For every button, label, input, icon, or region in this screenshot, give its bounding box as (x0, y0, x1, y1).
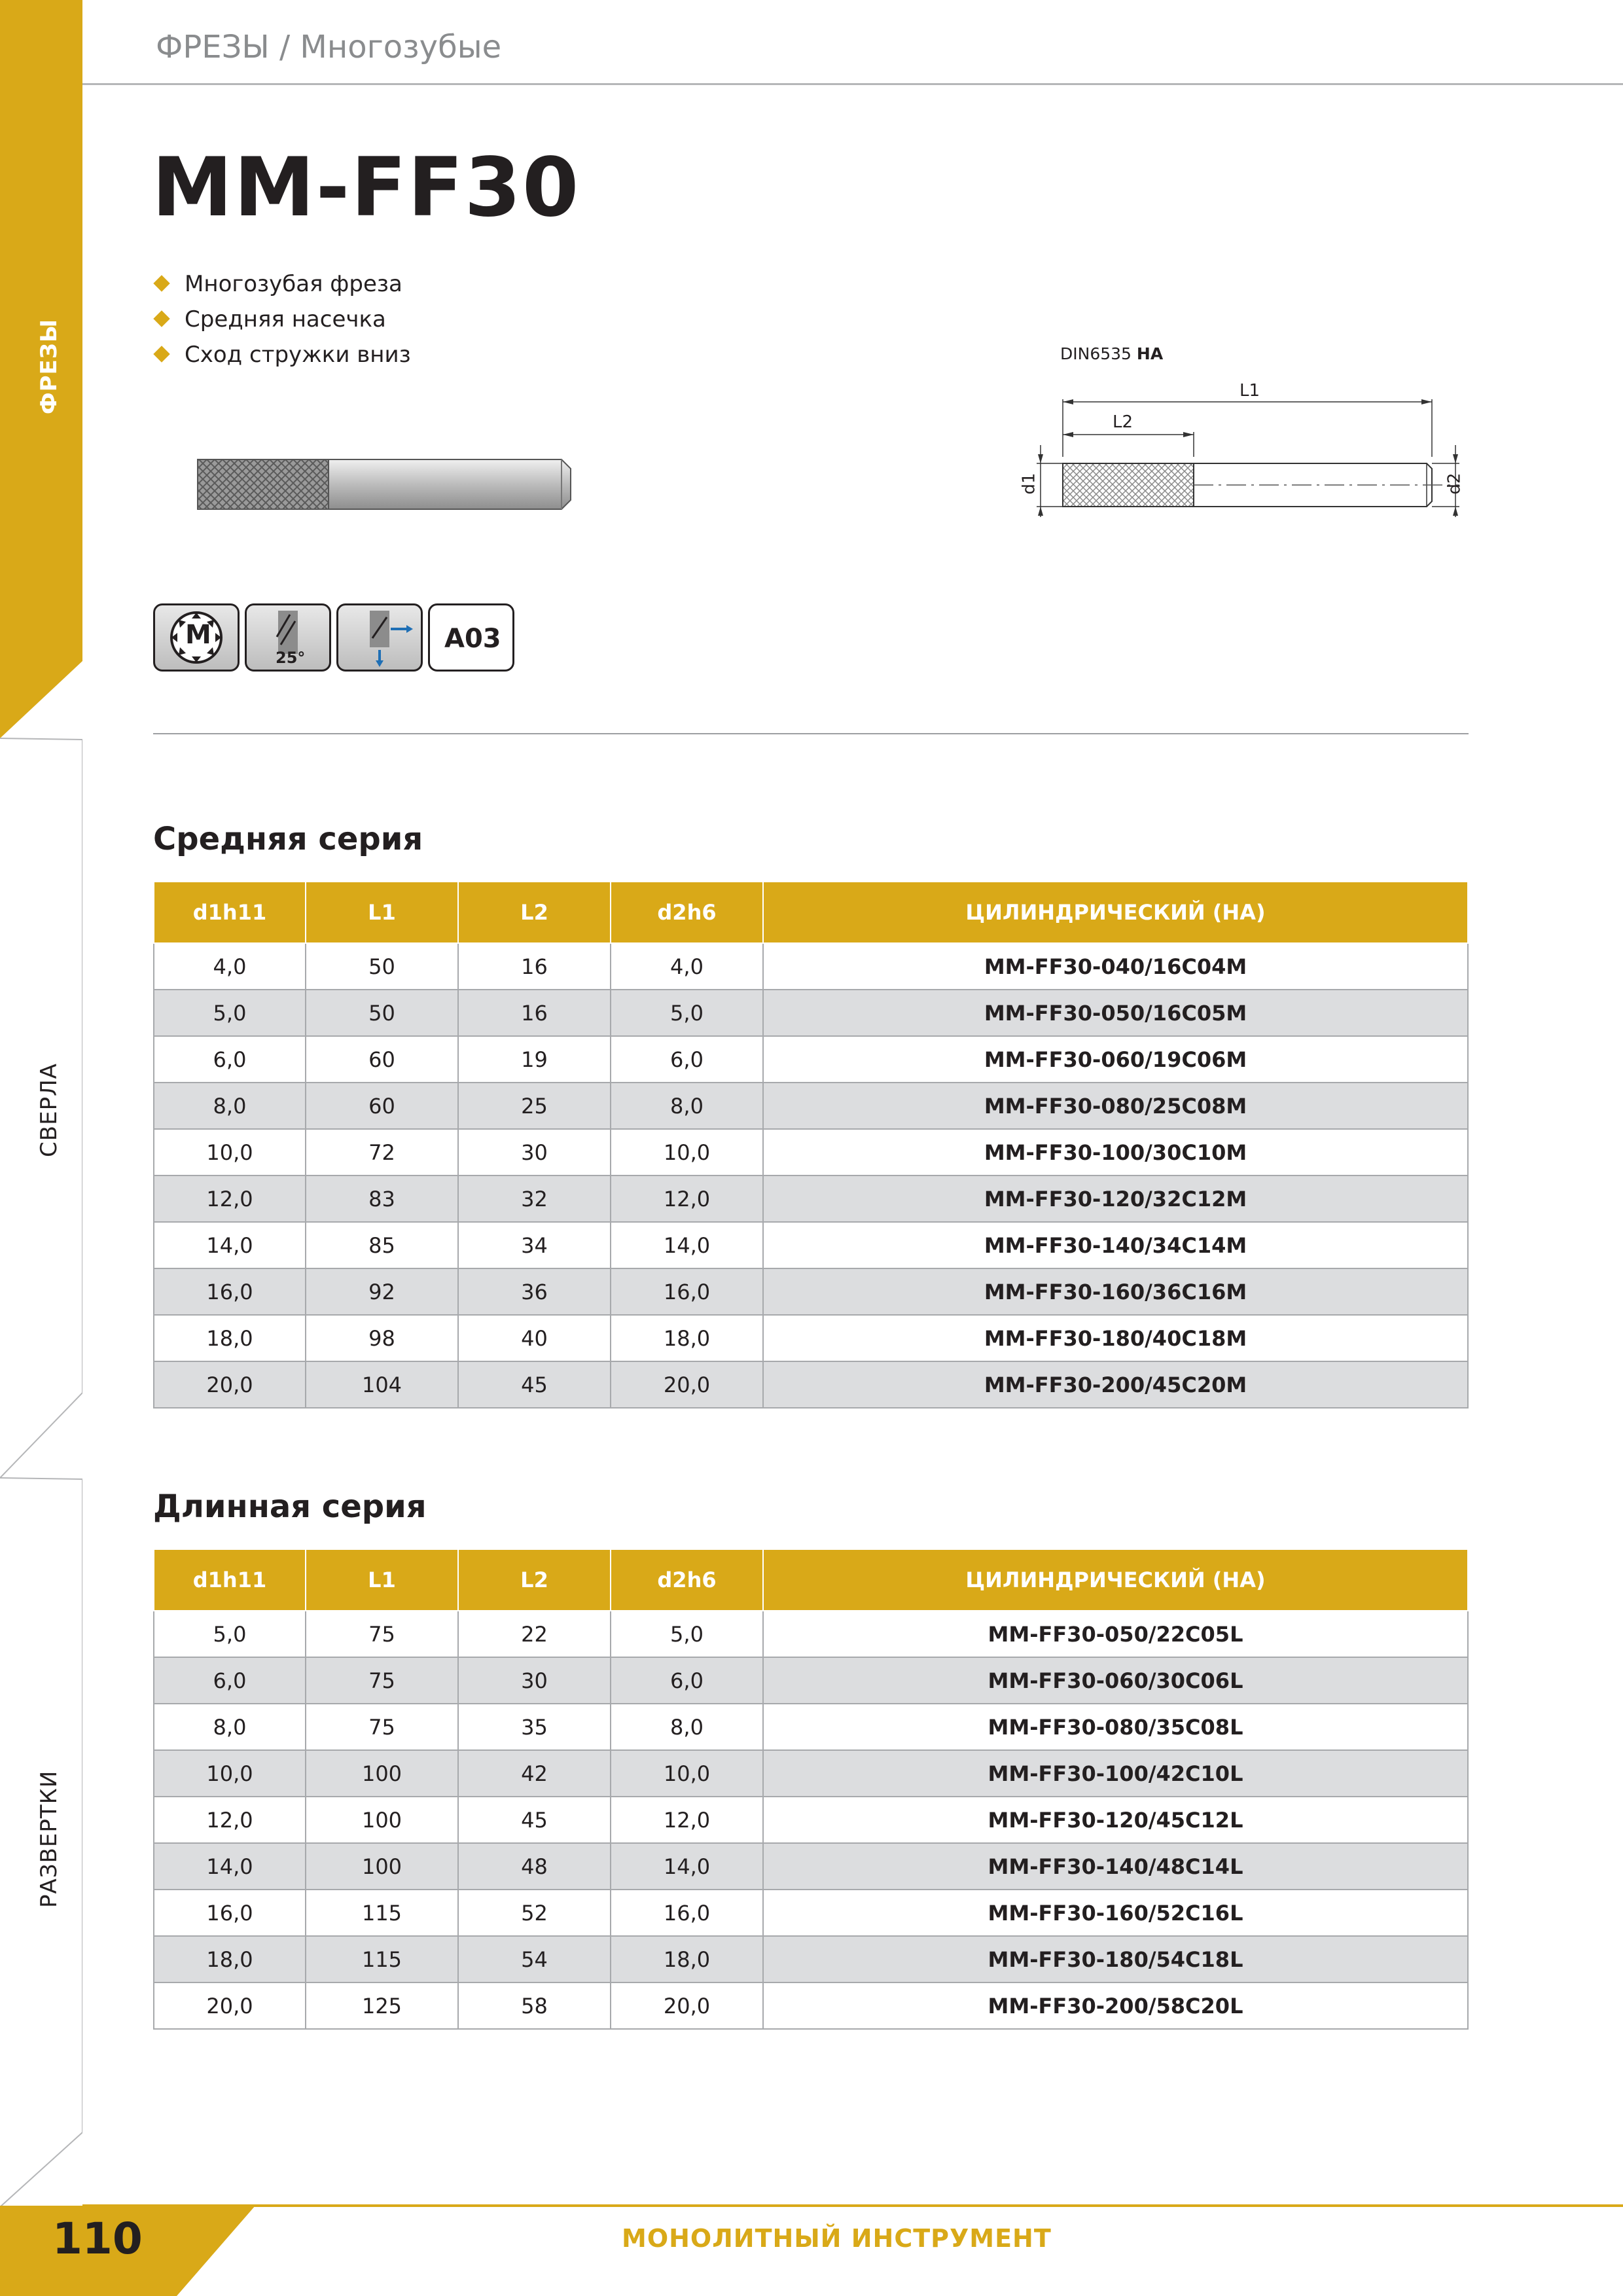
table-cell: 42 (458, 1750, 611, 1797)
table-cell: 36 (458, 1268, 611, 1315)
bullet-diamond-icon (153, 346, 169, 362)
product-code-cell: MM-FF30-180/54C18L (763, 1936, 1468, 1982)
table-cell: 40 (458, 1315, 611, 1361)
product-code-cell: MM-FF30-050/22C05L (763, 1611, 1468, 1657)
column-header: d2h6 (611, 1550, 763, 1611)
feature-item: Многозубая фреза (156, 271, 402, 297)
table-cell: 92 (306, 1268, 458, 1315)
table-cell: 18,0 (611, 1936, 763, 1982)
table-cell: 12,0 (611, 1175, 763, 1222)
table-cell: 115 (306, 1890, 458, 1936)
side-tab-razvertki[interactable]: РАЗВЕРТКИ (36, 1770, 62, 1908)
table-cell: 125 (306, 1982, 458, 2029)
table-row (154, 1129, 1468, 1175)
table-row (154, 1750, 1468, 1797)
table-cell: 100 (306, 1797, 458, 1843)
table-row (154, 1797, 1468, 1843)
table-row (154, 1222, 1468, 1268)
material-m-icon: M (153, 603, 240, 672)
bullet-diamond-icon (153, 275, 169, 291)
table-cell: 45 (458, 1361, 611, 1408)
table-cell: 83 (306, 1175, 458, 1222)
table-cell: 22 (458, 1611, 611, 1657)
table-header-row (154, 882, 1468, 943)
column-header: L2 (458, 882, 611, 943)
table-cell: 115 (306, 1936, 458, 1982)
table-cell: 30 (458, 1129, 611, 1175)
table-cell: 104 (306, 1361, 458, 1408)
table-cell: 4,0 (154, 943, 306, 990)
table-cell: 16 (458, 990, 611, 1036)
dim-label-l2: L2 (1113, 412, 1133, 432)
table-cell: 19 (458, 1036, 611, 1083)
table-cell: 32 (458, 1175, 611, 1222)
breadcrumb: ФРЕЗЫ / Многозубые (156, 29, 502, 65)
product-code-cell: MM-FF30-080/25C08M (763, 1083, 1468, 1129)
table-cell: 50 (306, 990, 458, 1036)
spec-table-medium-series (153, 882, 1469, 1408)
table-cell: 16,0 (154, 1890, 306, 1936)
table-cell: 16,0 (611, 1268, 763, 1315)
column-header: L2 (458, 1550, 611, 1611)
product-code-cell: MM-FF30-040/16C04M (763, 943, 1468, 990)
column-header: ЦИЛИНДРИЧЕСКИЙ (HA) (763, 882, 1468, 943)
product-code-cell: MM-FF30-140/48C14L (763, 1843, 1468, 1890)
side-tab-sverla[interactable]: СВЕРЛА (36, 1063, 62, 1157)
din-standard-label: DIN6535 HA (1060, 344, 1164, 363)
table-row (154, 1704, 1468, 1750)
product-code-cell: MM-FF30-160/52C16L (763, 1890, 1468, 1936)
side-tab-frezy[interactable]: ФРЕЗЫ (36, 318, 62, 415)
table-cell: 12,0 (154, 1797, 306, 1843)
table-row (154, 1657, 1468, 1704)
product-code-cell: MM-FF30-200/45C20M (763, 1361, 1468, 1408)
table-title-long-series: Длинная серия (153, 1488, 427, 1525)
table-cell: 5,0 (611, 1611, 763, 1657)
dim-label-d2: d2 (1444, 473, 1465, 495)
feature-item: Средняя насечка (156, 306, 386, 332)
table-cell: 60 (306, 1083, 458, 1129)
table-row (154, 1843, 1468, 1890)
table-row (154, 1936, 1468, 1982)
product-code-cell: MM-FF30-160/36C16M (763, 1268, 1468, 1315)
table-cell: 20,0 (611, 1982, 763, 2029)
table-cell: 98 (306, 1315, 458, 1361)
table-cell: 5,0 (611, 990, 763, 1036)
chip-flow-down-icon (336, 603, 423, 672)
product-code-cell: MM-FF30-120/45C12L (763, 1797, 1468, 1843)
table-header-row (154, 1550, 1468, 1611)
table-cell: 6,0 (154, 1036, 306, 1083)
product-code-cell: MM-FF30-060/30C06L (763, 1657, 1468, 1704)
table-cell: 14,0 (154, 1843, 306, 1890)
table-cell: 52 (458, 1890, 611, 1936)
table-row (154, 1890, 1468, 1936)
dim-label-l1: L1 (1240, 381, 1260, 401)
table-row (154, 1175, 1468, 1222)
table-cell: 4,0 (611, 943, 763, 990)
table-cell: 20,0 (154, 1361, 306, 1408)
table-cell: 34 (458, 1222, 611, 1268)
table-row (154, 990, 1468, 1036)
table-cell: 75 (306, 1704, 458, 1750)
table-cell: 16,0 (154, 1268, 306, 1315)
bullet-diamond-icon (153, 310, 169, 327)
table-cell: 6,0 (611, 1657, 763, 1704)
product-code-cell: MM-FF30-080/35C08L (763, 1704, 1468, 1750)
footer-rule (82, 2204, 1623, 2207)
table-cell: 58 (458, 1982, 611, 2029)
section-divider (153, 733, 1469, 734)
table-cell: 48 (458, 1843, 611, 1890)
table-cell: 10,0 (154, 1129, 306, 1175)
table-row (154, 1982, 1468, 2029)
product-code-cell: MM-FF30-050/16C05M (763, 990, 1468, 1036)
product-code-cell: MM-FF30-060/19C06M (763, 1036, 1468, 1083)
product-code-cell: MM-FF30-100/30C10M (763, 1129, 1468, 1175)
product-code-cell: MM-FF30-180/40C18M (763, 1315, 1468, 1361)
table-cell: 75 (306, 1611, 458, 1657)
table-cell: 35 (458, 1704, 611, 1750)
table-cell: 8,0 (154, 1083, 306, 1129)
table-cell: 6,0 (611, 1036, 763, 1083)
table-row (154, 1083, 1468, 1129)
table-cell: 18,0 (154, 1315, 306, 1361)
table-cell: 5,0 (154, 990, 306, 1036)
table-cell: 16 (458, 943, 611, 990)
spec-table-long-series (153, 1550, 1469, 2030)
table-cell: 18,0 (611, 1315, 763, 1361)
table-cell: 16,0 (611, 1890, 763, 1936)
table-row (154, 1361, 1468, 1408)
table-cell: 8,0 (611, 1083, 763, 1129)
table-cell: 5,0 (154, 1611, 306, 1657)
table-cell: 18,0 (154, 1936, 306, 1982)
table-cell: 45 (458, 1797, 611, 1843)
column-header: ЦИЛИНДРИЧЕСКИЙ (HA) (763, 1550, 1468, 1611)
table-row (154, 1268, 1468, 1315)
column-header: d1h11 (154, 882, 306, 943)
table-cell: 100 (306, 1750, 458, 1797)
feature-item: Сход стружки вниз (156, 342, 411, 368)
table-cell: 20,0 (154, 1982, 306, 2029)
table-cell: 8,0 (154, 1704, 306, 1750)
column-header: d2h6 (611, 882, 763, 943)
table-cell: 10,0 (611, 1129, 763, 1175)
table-cell: 20,0 (611, 1361, 763, 1408)
product-code-cell: MM-FF30-120/32C12M (763, 1175, 1468, 1222)
table-row (154, 943, 1468, 990)
header-rule (82, 83, 1623, 85)
table-cell: 14,0 (154, 1222, 306, 1268)
dim-label-d1: d1 (1019, 473, 1039, 495)
footer-section-title: МОНОЛИТНЫЙ ИНСТРУМЕНТ (622, 2224, 1052, 2253)
tool-image (195, 456, 575, 513)
column-header: d1h11 (154, 1550, 306, 1611)
table-cell: 54 (458, 1936, 611, 1982)
table-cell: 14,0 (611, 1843, 763, 1890)
product-code-cell: MM-FF30-200/58C20L (763, 1982, 1468, 2029)
table-cell: 25 (458, 1083, 611, 1129)
table-cell: 10,0 (154, 1750, 306, 1797)
table-cell: 75 (306, 1657, 458, 1704)
table-cell: 85 (306, 1222, 458, 1268)
table-cell: 12,0 (154, 1175, 306, 1222)
table-cell: 8,0 (611, 1704, 763, 1750)
table-cell: 60 (306, 1036, 458, 1083)
table-row (154, 1315, 1468, 1361)
product-code-cell: MM-FF30-100/42C10L (763, 1750, 1468, 1797)
column-header: L1 (306, 882, 458, 943)
table-cell: 6,0 (154, 1657, 306, 1704)
column-header: L1 (306, 1550, 458, 1611)
page-number: 110 (52, 2214, 143, 2264)
table-row (154, 1611, 1468, 1657)
table-title-medium-series: Средняя серия (153, 821, 423, 857)
product-title: MM-FF30 (152, 141, 580, 235)
table-cell: 30 (458, 1657, 611, 1704)
table-cell: 12,0 (611, 1797, 763, 1843)
table-cell: 10,0 (611, 1750, 763, 1797)
table-cell: 14,0 (611, 1222, 763, 1268)
table-cell: 50 (306, 943, 458, 990)
table-cell: 100 (306, 1843, 458, 1890)
table-cell: 72 (306, 1129, 458, 1175)
helix-angle-icon: 25° (245, 603, 331, 672)
coating-code-badge: A03 (428, 603, 514, 672)
table-row (154, 1036, 1468, 1083)
product-code-cell: MM-FF30-140/34C14M (763, 1222, 1468, 1268)
